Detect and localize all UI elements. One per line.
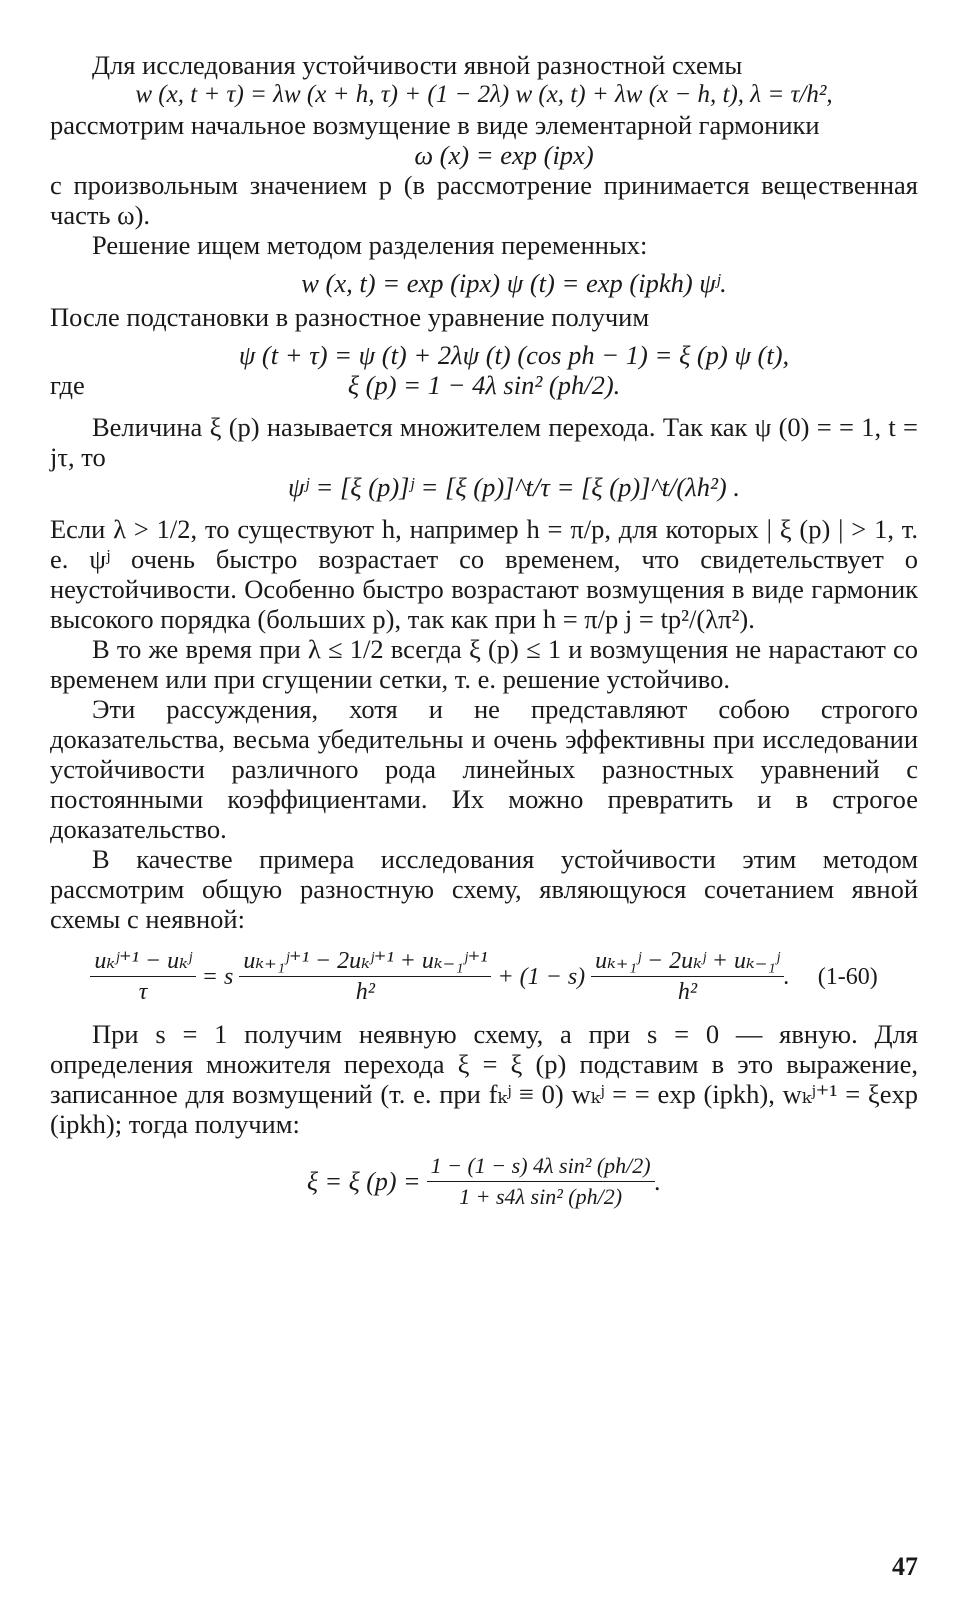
substitution-paragraph: После подстановки в разностное уравнение получим <box>50 302 650 332</box>
general-lhs-den: τ <box>138 979 148 1005</box>
general-mid-num: uₖ₊₁ʲ⁺¹ − 2uₖʲ⁺¹ + uₖ₋₁ʲ⁺¹ <box>239 946 491 977</box>
where-row <box>50 370 918 400</box>
general-s: = s <box>201 963 234 990</box>
final-lhs: ξ = ξ (p) = <box>306 1166 421 1196</box>
general-right-fraction <box>591 946 784 1007</box>
equation-general-row <box>50 946 918 1007</box>
general-lhs-num: uₖʲ⁺¹ − uₖʲ <box>90 946 195 977</box>
final-den: 1 + s4λ sin² (ph/2) <box>459 1184 623 1209</box>
stability-paragraph: В то же время при λ ≤ 1/2 всегда ξ (p) ≤ 1 и возмущения не нарастают со временем или при сгущении сетки, т. е. решение устойчиво. <box>50 634 918 694</box>
separation-paragraph: Решение ищем методом разделения переменных: <box>92 230 648 260</box>
determine-paragraph: При s = 1 получим неявную схему, а при s = 0 — явную. Для определения множителя перехода ξ = ξ (p) подставим в это выражение, записанное для возмущений (т. е. при fₖʲ ≡ 0) wₖʲ = = exp (ipkh), wₖʲ⁺¹ = ξexp (ipkh); тогда получим: <box>50 1019 918 1139</box>
equation-final-row <box>50 1151 918 1212</box>
general-lhs-fraction <box>90 946 195 1007</box>
equation-separation: w (x, t) = exp (ipx) ψ (t) = exp (ipkh) ψʲ. <box>301 268 727 298</box>
equation-power: ψʲ = [ξ (p)]ʲ = [ξ (p)]^t/τ = [ξ (p)]^t/(λh²) . <box>288 472 740 502</box>
final-end: . <box>654 1166 662 1196</box>
general-mid-den: h² <box>355 979 375 1005</box>
arbitrary-p-paragraph: с произвольным значением p (в рассмотрение принимается вещественная часть ω). <box>50 170 918 230</box>
intro-paragraph: Для исследования устойчивости явной разностной схемы <box>92 50 743 80</box>
harmonic-paragraph: рассмотрим начальное возмущение в виде элементарной гармоники <box>50 110 820 140</box>
general-right-num: uₖ₊₁ʲ − 2uₖʲ + uₖ₋₁ʲ <box>591 946 784 977</box>
final-num: 1 − (1 − s) 4λ sin² (ph/2) <box>427 1151 655 1182</box>
final-fraction <box>427 1151 655 1212</box>
where-label: где <box>50 370 85 400</box>
equation-harmonic: ω (x) = exp (ipx) <box>414 140 594 170</box>
general-right-den: h² <box>677 979 698 1005</box>
instability-paragraph: Если λ > 1/2, то существуют h, например h = π/p, для которых | ξ (p) | > 1, т. е. ψʲ очень быстро возрастает со временем, что свидетельствует о неустойчивости. Особенно быстро возрастают возмущения в виде гармоник высокого порядка (больших p), так как при h = π/p j = tp²/(λπ²). <box>50 514 918 634</box>
page-body <box>50 50 918 1212</box>
reasoning-paragraph: Эти рассуждения, хотя и не представляют собою строгого доказательства, весьма убедительны и очень эффективны при исследовании устойчивости различного рода линейных разностных уравнений с постоянными коэффициентами. Их можно превратить и в строгое доказательство. <box>50 694 918 844</box>
equation-number: (1-60) <box>817 963 878 990</box>
equation-psi: ψ (t + τ) = ψ (t) + 2λψ (t) (cos ph − 1) = ξ (p) ψ (t), <box>238 340 790 370</box>
multiplier-paragraph: Величина ξ (p) называется множителем перехода. Так как ψ (0) = = 1, t = jτ, то <box>50 412 918 472</box>
example-paragraph: В качестве примера исследования устойчивости этим методом рассмотрим общую разностную схему, являющуюся сочетанием явной схемы с неявной: <box>50 844 918 934</box>
general-plus: + (1 − s) <box>497 963 586 990</box>
equation-xi: ξ (p) = 1 − 4λ sin² (ph/2). <box>347 370 621 400</box>
general-mid-fraction <box>239 946 491 1007</box>
general-end: . <box>783 963 790 990</box>
page-number: 47 <box>892 1552 918 1581</box>
equation-scheme: w (x, t + τ) = λw (x + h, τ) + (1 − 2λ) w (x, t) + λw (x − h, t), λ = τ/h², <box>135 81 833 108</box>
